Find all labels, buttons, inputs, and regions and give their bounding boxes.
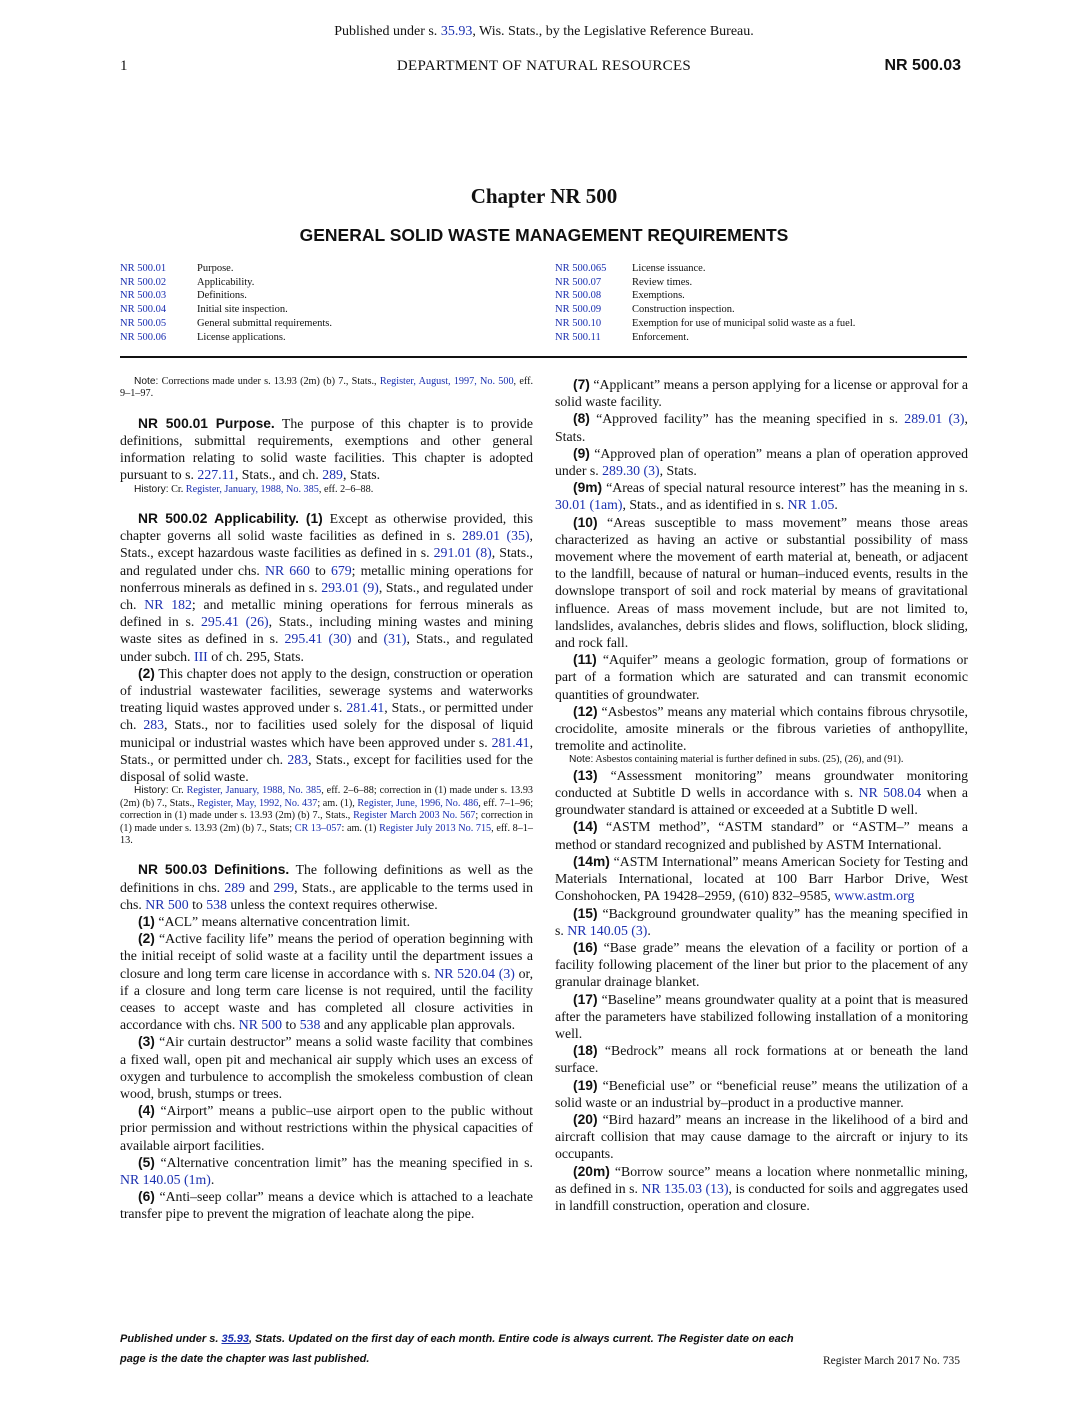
section-definitions: NR 500.03 Definitions. The following definitions as well as the definitions in chs. 289 and 299, Stats., are applicable to the terms used in chs. NR 500 to 538 unless the context requires otherwise. [120, 862, 534, 912]
definition: (12) “Asbestos” means any material which contains fibrous chrysotile, crocidolite, amosite minerals or the fibrous varieties of anthopyllite, tremolite and actinolite. [555, 703, 968, 754]
definition: (20) “Bird hazard” means an increase in the likelihood of a bird and aircraft collision that may cause damage to the aircraft or injury to its occupants. [555, 1111, 968, 1162]
toc-entry[interactable]: NR 500.065 License issuance. [555, 263, 706, 274]
history-note: History: Cr. Register, January, 1988, No. 385, eff. 2–6–88. [134, 483, 374, 495]
toc-entry[interactable]: NR 500.03 Definitions. [120, 290, 247, 302]
toc-link[interactable]: NR 500.01 [120, 263, 167, 274]
register-date: Register March 2017 No. 735 [822, 1355, 960, 1367]
chapter-subtitle: GENERAL SOLID WASTE MANAGEMENT REQUIREMENTS [299, 225, 789, 245]
statute-link[interactable]: 293.01 (9) [321, 579, 379, 595]
register-link[interactable]: Register, June, 1996, No. 486 [357, 797, 479, 809]
definition: (2) “Active facility life” means the period of operation beginning with the initial receipt of solid waste at a facility until the department issues a closure and long term care license in accordance with s. NR 520.04 (3) or, if a closure and long term care license is not required, until the facility ceases to accept waste and has completed all closure activities in accordance with chs. NR 500 to 538 and any applicable plan approvals. [120, 931, 534, 1033]
rule-link[interactable]: NR 660 [264, 562, 310, 578]
left-column [120, 376, 533, 1223]
definition: (5) “Alternative concentration limit” has the meaning specified in s. NR 140.05 (1m). [120, 1154, 533, 1187]
statute-link[interactable]: (31) [383, 631, 407, 647]
rule-link[interactable]: NR 520.04 (3) [434, 965, 515, 981]
footer-line: page is the date the chapter was last published. [120, 1353, 370, 1365]
toc-link[interactable]: NR 500.10 [555, 317, 602, 329]
rule-link[interactable]: NR 140.05 (1m) [120, 1171, 211, 1187]
footer-line: Published under s. 35.93, Stats. Updated on the first day of each month. Entire code is always current. The Register date on each [120, 1333, 794, 1345]
toc-link[interactable]: NR 500.08 [555, 290, 602, 302]
definition: (4) “Airport” means a public–use airport open to the public without prior permission and without restrictions within the physical capacities of available airport facilities. [120, 1103, 533, 1153]
definition: (16) “Base grade” means the elevation of a facility or portion of a facility following placement of the liner but prior to the placement of any granular drainage blanket. [555, 939, 968, 990]
rule-link[interactable]: 538 [206, 896, 227, 912]
rule-link[interactable]: NR 1.05 [787, 497, 835, 513]
toc-link[interactable]: NR 500.11 [555, 331, 601, 343]
toc-entry[interactable]: NR 500.05 General submittal requirements. [120, 317, 332, 329]
statute-link[interactable]: 227.11 [197, 467, 235, 483]
definition: (8) “Approved facility” has the meaning specified in s. 289.01 (3), Stats. [555, 411, 968, 444]
table-of-contents-left [120, 262, 332, 344]
definition: (7) “Applicant” means a person applying for a license or approval for a solid waste facility. [555, 377, 968, 410]
statute-link[interactable]: 289 [224, 879, 246, 895]
statute-link[interactable]: 289.01 (35) [462, 528, 530, 544]
history-note: History: Cr. Register, January, 1988, No. 385, eff. 2–6–88; correction in (1) made under s. 13.93 (2m) (b) 7., Stats., Register, May, 1992, No. 437; am. (1), Register, June, 1996, No. 486, eff. 7–1–96; correction in (1) made under s. 13.93 (2m) (b) 7., Stats., Register March 2003 No. 567; correction in (1) made under s. 13.93 (2m) (b) 7., Stats; CR 13–057: am. (1) Register July 2013 No. 715, eff. 8–1–13. [120, 785, 534, 846]
toc-link[interactable]: NR 500.04 [120, 304, 167, 316]
register-link[interactable]: Register, August, 1997, No. 500 [379, 376, 514, 387]
toc-link[interactable]: NR 500.065 [555, 263, 607, 274]
subsection: (2) This chapter does not apply to the design, construction or operation of industrial wastewater facilities, sewerage systems and waterworks treating liquid wastes approved under s. 281.41, Stats., or permitted under ch. 283, Stats., nor to facilities used solely for the disposal of liquid municipal or industrial wastes which have been approved under s. 281.41, Stats., or permitted under ch. 283, Stats., except for facilities used for the disposal of solid waste. [120, 665, 534, 785]
page-number: 1 [120, 58, 128, 74]
statute-link[interactable]: 289.30 (3) [602, 463, 660, 479]
definition: (20m) “Borrow source” means a location where nonmetallic mining, as defined in s. NR 135.03 (13), is conducted for soils and aggregates used in landfill construction, operation and closure. [555, 1163, 968, 1213]
published-notice: Published under s. 35.93, Wis. Stats., by the Legislative Reference Bureau. [334, 24, 754, 39]
external-website-link[interactable]: www.astm.org [834, 888, 915, 904]
rule-link[interactable]: NR 500 [145, 896, 189, 912]
toc-entry[interactable]: NR 500.04 Initial site inspection. [120, 304, 288, 316]
toc-entry[interactable]: NR 500.06 License applications. [120, 331, 286, 343]
section-purpose: NR 500.01 Purpose. The purpose of this chapter is to provide definitions, submittal requirements, exemptions and other general information relating to solid waste facilities. This chapter is adopted pursuant to s. 227.11, Stats., and ch. 289, Stats. [120, 415, 534, 483]
rule-link[interactable]: NR 182 [144, 597, 192, 613]
section-heading: NR 500.03 Definitions. [138, 862, 290, 878]
statute-link[interactable]: 283 [143, 717, 165, 733]
section-code-header: NR 500.03 [884, 57, 961, 74]
editorial-note: Note: Asbestos containing material is further defined in subs. (25), (26), and (91). [569, 754, 904, 766]
register-link[interactable]: Register, January, 1988, No. 385 [185, 483, 319, 495]
definition: (11) “Aquifer” means a geologic formation, group of formations or part of a formation which are saturated and can transmit economic quantities of groundwater. [555, 652, 968, 702]
toc-link[interactable]: NR 500.09 [555, 304, 602, 316]
section-applicability: NR 500.02 Applicability. (1) Except as otherwise provided, this chapter governs all solid waste facilities as defined in s. 289.01 (35), Stats., except hazardous waste facilities as defined in s. 291.01 (8), Stats., and regulated under chs. NR 660 to 679; metallic mining operations for nonferrous minerals as defined in s. 293.01 (9), Stats., and regulated under ch. NR 182; and metallic mining operations for ferrous minerals as defined in s. 295.41 (26), Stats., including mining wastes and mining waste sites as defined in s. 295.41 (30) and (31), Stats., and regulated under subch. III of ch. 295, Stats. [120, 511, 534, 664]
toc-link[interactable]: NR 500.02 [120, 276, 167, 288]
statute-link[interactable]: 289.01 (3) [904, 411, 965, 427]
toc-link[interactable]: NR 500.03 [120, 290, 167, 302]
chapter-title: Chapter NR 500 [470, 184, 618, 208]
toc-entry[interactable]: NR 500.07 Review times. [555, 276, 693, 288]
toc-link[interactable]: NR 500.07 [555, 276, 602, 288]
rule-link[interactable]: NR 140.05 (3) [567, 922, 648, 938]
toc-entry[interactable]: NR 500.09 Construction inspection. [555, 304, 735, 316]
register-link[interactable]: Register, January, 1988, No. 385 [186, 785, 322, 797]
clearinghouse-link[interactable]: CR 13–057 [294, 822, 342, 834]
definition: (1) “ACL” means alternative concentration limit. [138, 913, 411, 929]
toc-entry[interactable]: NR 500.01 Purpose. [120, 263, 234, 274]
register-link[interactable]: Register July 2013 No. 715 [379, 822, 492, 834]
definition: (9) “Approved plan of operation” means a plan of operation approved under s. 289.30 (3), Stats. [555, 445, 969, 479]
definition: (18) “Bedrock” means all rock formations at or beneath the land surface. [555, 1043, 968, 1076]
definition: (6) “Anti–seep collar” means a device which is attached to a leachate transfer pipe to prevent the migration of leachate along the pipe. [120, 1189, 533, 1222]
rule-link[interactable]: 679 [330, 562, 352, 578]
rule-link[interactable]: NR 135.03 (13) [641, 1180, 729, 1196]
definition: (10) “Areas susceptible to mass movement” means those areas characterized as having an active or substantial possibility of mass movement where the movement of earth material at, beneath, or adjacent to the landfill, because of natural or human–induced events, results in the downslope transport of soil and rock material by means of gravitational influence. Areas of mass movement include, but are not limited to, landslides, avalanches, debris slides and flows, solifluction, block sliding, and rock fall. [555, 514, 969, 651]
department-header: DEPARTMENT OF NATURAL RESOURCES [396, 58, 692, 74]
definition: (9m) “Areas of special natural resource interest” has the meaning in s. 30.01 (1am), Stats., and as identified in s. NR 1.05. [555, 480, 968, 513]
footer-notice [120, 1329, 910, 1369]
statute-link[interactable]: 281.41 [346, 700, 385, 716]
table-of-contents-right [555, 262, 855, 344]
rule-link[interactable]: NR 508.04 [858, 785, 922, 801]
statute-link[interactable]: 295.41 (26) [201, 614, 269, 630]
right-column [555, 376, 968, 1214]
statute-link[interactable]: 35.93 [221, 1333, 249, 1345]
divider [120, 356, 967, 358]
toc-entry[interactable]: NR 500.10 Exemption for use of municipal solid waste as a fuel. [555, 317, 856, 329]
statute-link[interactable]: 289 [322, 467, 343, 483]
toc-link[interactable]: NR 500.06 [120, 331, 167, 343]
register-link[interactable]: Register, May, 1992, No. 437 [197, 797, 318, 809]
statute-link[interactable]: 35.93 [440, 24, 473, 39]
statute-link[interactable]: 30.01 (1am) [555, 497, 623, 513]
statute-link[interactable]: 283 [287, 751, 309, 767]
definition: (13) “Assessment monitoring” means groundwater monitoring conducted at Subtitle D wells in accordance with s. NR 508.04 when a groundwater standard is attained or exceeded at a Subtitle D well. [555, 767, 969, 818]
statute-link[interactable]: III [193, 648, 208, 664]
toc-entry[interactable]: NR 500.11 Enforcement. [555, 331, 689, 343]
toc-entry[interactable]: NR 500.08 Exemptions. [555, 290, 685, 302]
statute-link[interactable]: 299 [273, 879, 295, 895]
toc-entry[interactable]: NR 500.02 Applicability. [120, 276, 255, 288]
rule-link[interactable]: NR 500 [238, 1017, 283, 1033]
definition: (14) “ASTM method”, “ASTM standard” or “ASTM–” means a method or standard recognized and published by ASTM International. [555, 819, 968, 852]
toc-link[interactable]: NR 500.05 [120, 317, 167, 329]
definition: (19) “Beneficial use” or “beneficial reuse” means the utilization of a solid waste or an industrial by–product in a productive manner. [555, 1077, 968, 1110]
rule-link[interactable]: 538 [299, 1017, 321, 1033]
definition: (14m) “ASTM International” means American Society for Testing and Materials International, located at 100 Barr Harbor Drive, West Conshohocken, PA 19428–2959, (610) 832–9585, www.astm.org [555, 853, 969, 904]
register-link[interactable]: Register March 2003 No. 567 [353, 810, 476, 822]
section-heading: NR 500.01 Purpose. [138, 415, 275, 431]
section-heading: NR 500.02 Applicability. [138, 511, 299, 527]
statute-link[interactable]: 291.01 (8) [433, 545, 492, 561]
definition: (17) “Baseline” means groundwater quality at a point that is measured after the parameters have stabilized following installation of a monitoring well. [555, 991, 968, 1041]
statute-link[interactable]: 281.41 [491, 734, 530, 750]
editorial-note: Note: Corrections made under s. 13.93 (2m) (b) 7., Stats., Register, August, 1997, No. 500, eff. 9–1–97. [120, 376, 534, 400]
definition: (15) “Background groundwater quality” has the meaning specified in s. NR 140.05 (3). [555, 905, 969, 938]
statute-link[interactable]: 295.41 (30) [284, 631, 352, 647]
definition: (3) “Air curtain destructor” means a solid waste facility that combines a fixed wall, open pit and mechanical air supply which uses an excess of oxygen and turbulence to accomplish the smokeless combustion of clean wood, brush, stumps or trees. [120, 1034, 533, 1101]
